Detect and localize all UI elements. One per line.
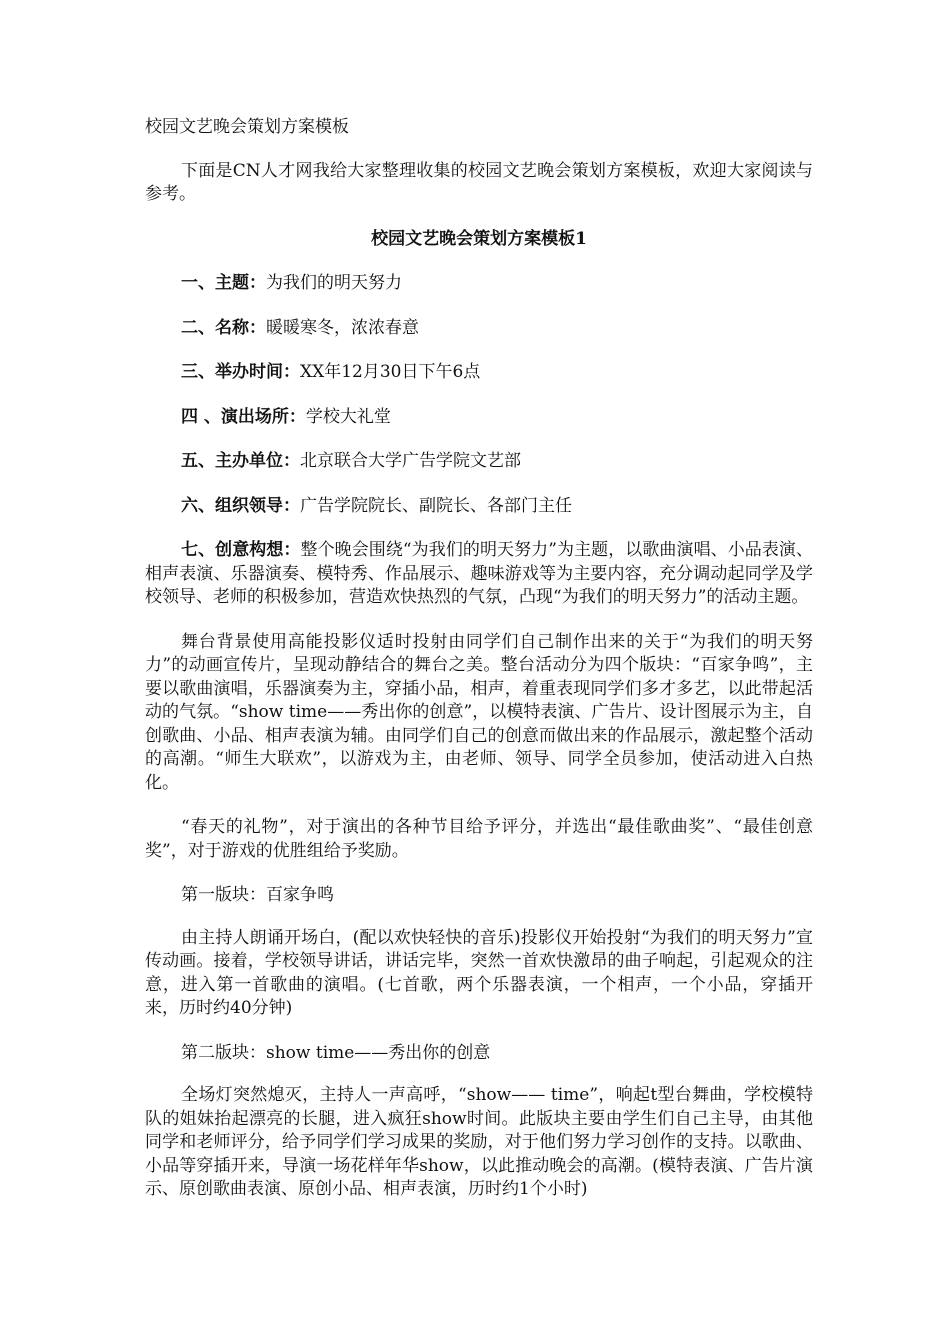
item-label: 六、组织领导： — [181, 495, 300, 516]
item-label: 三、举办时间： — [181, 362, 300, 382]
document-title: 校园文艺晚会策划方案模板 — [145, 117, 349, 137]
item-theme — [145, 272, 813, 296]
body-paragraph: “春天的礼物”，对于演出的各种节目给予评分，并选出“最佳歌曲奖”、“最佳创意奖”，对于游戏的优胜组给予奖励。 — [145, 817, 813, 861]
section-heading: 校园文艺晚会策划方案模板1 — [371, 228, 587, 249]
item-time — [145, 361, 813, 385]
item-text: 为我们的明天努力 — [266, 273, 402, 293]
item-text: 整个晚会围绕“为我们的明天努力”为主题，以歌曲演唱、小品表演、相声表演、乐器演奏、模特秀、作品展示、趣味游戏等为主要内容，充分调动起同学及学校领导、老师的积极参加，营造欢快热烈的气氛，凸现“为我们的明天努力”的活动主题。 — [145, 540, 813, 607]
item-label: 一、主题： — [181, 273, 266, 293]
item-venue — [145, 406, 813, 430]
item-text: 广告学院院长、副院长、各部门主任 — [300, 495, 572, 516]
item-text: 暖暖寒冬，浓浓春意 — [266, 317, 419, 338]
item-label: 五、主办单位： — [181, 451, 300, 471]
item-text: XX年12月30日下午6点 — [300, 362, 481, 382]
item-label: 七、创意构想： — [181, 540, 301, 560]
item-text: 学校大礼堂 — [305, 406, 391, 427]
item-label: 四 、演出场所： — [181, 406, 306, 427]
item-name — [145, 317, 813, 341]
item-label: 二、名称： — [181, 317, 266, 338]
document-body — [145, 116, 813, 1223]
body-paragraph: 舞台背景使用高能投影仪适时投射由同学们自己制作出来的关于“为我们的明天努力”的动画宣传片，呈现动静结合的舞台之美。整台活动分为四个版块：“百家争鸣”，主要以歌曲演唱，乐器演奏为主，穿插小品，相声，着重表现同学们多才多艺，以此带起活动的气氛。“show time——秀出你的创意”，以模特表演、广告片、设计图展示为主，自创歌曲、小品、相声表演为辅。由同学们自己的创意而做出来的作品展示，激起整个活动的高潮。“师生大联欢”，以游戏为主，由老师、领导、同学全员参加，使活动进入白热化。 — [145, 631, 813, 793]
body-paragraph: 全场灯突然熄灭，主持人一声高呼，“show—— time”，响起t型台舞曲，学校模特队的姐妹抬起漂亮的长腿，进入疯狂show时间。此版块主要由学生们自己主导，由其他同学和老师评分，给予同学们学习成果的奖励，对于他们努力学习创作的支持。以歌曲、小品等穿插开来，导演一场花样年华show，以此推动晚会的高潮。(模特表演、广告片演示、原创歌曲表演、原创小品、相声表演，历时约1个小时) — [145, 1085, 813, 1199]
item-leadership — [145, 495, 813, 519]
body-paragraph: 由主持人朗诵开场白，(配以欢快轻快的音乐)投影仪开始投射“为我们的明天努力”宣传动画。接着，学校领导讲话，讲话完毕，突然一首欢快激昂的曲子响起，引起观众的注意，进入第一首歌曲的演唱。(七首歌，两个乐器表演，一个相声，一个小品，穿插开来，历时约40分钟) — [145, 927, 813, 1018]
item-concept — [145, 539, 813, 610]
item-organizer — [145, 450, 813, 474]
block-heading: 第二版块：show time——秀出你的创意 — [181, 1042, 491, 1063]
intro-paragraph: 下面是CN人才网我给大家整理收集的校园文艺晚会策划方案模板，欢迎大家阅读与参考。 — [145, 160, 813, 204]
block-heading: 第一版块：百家争鸣 — [181, 885, 334, 905]
item-text: 北京联合大学广告学院文艺部 — [300, 451, 521, 471]
